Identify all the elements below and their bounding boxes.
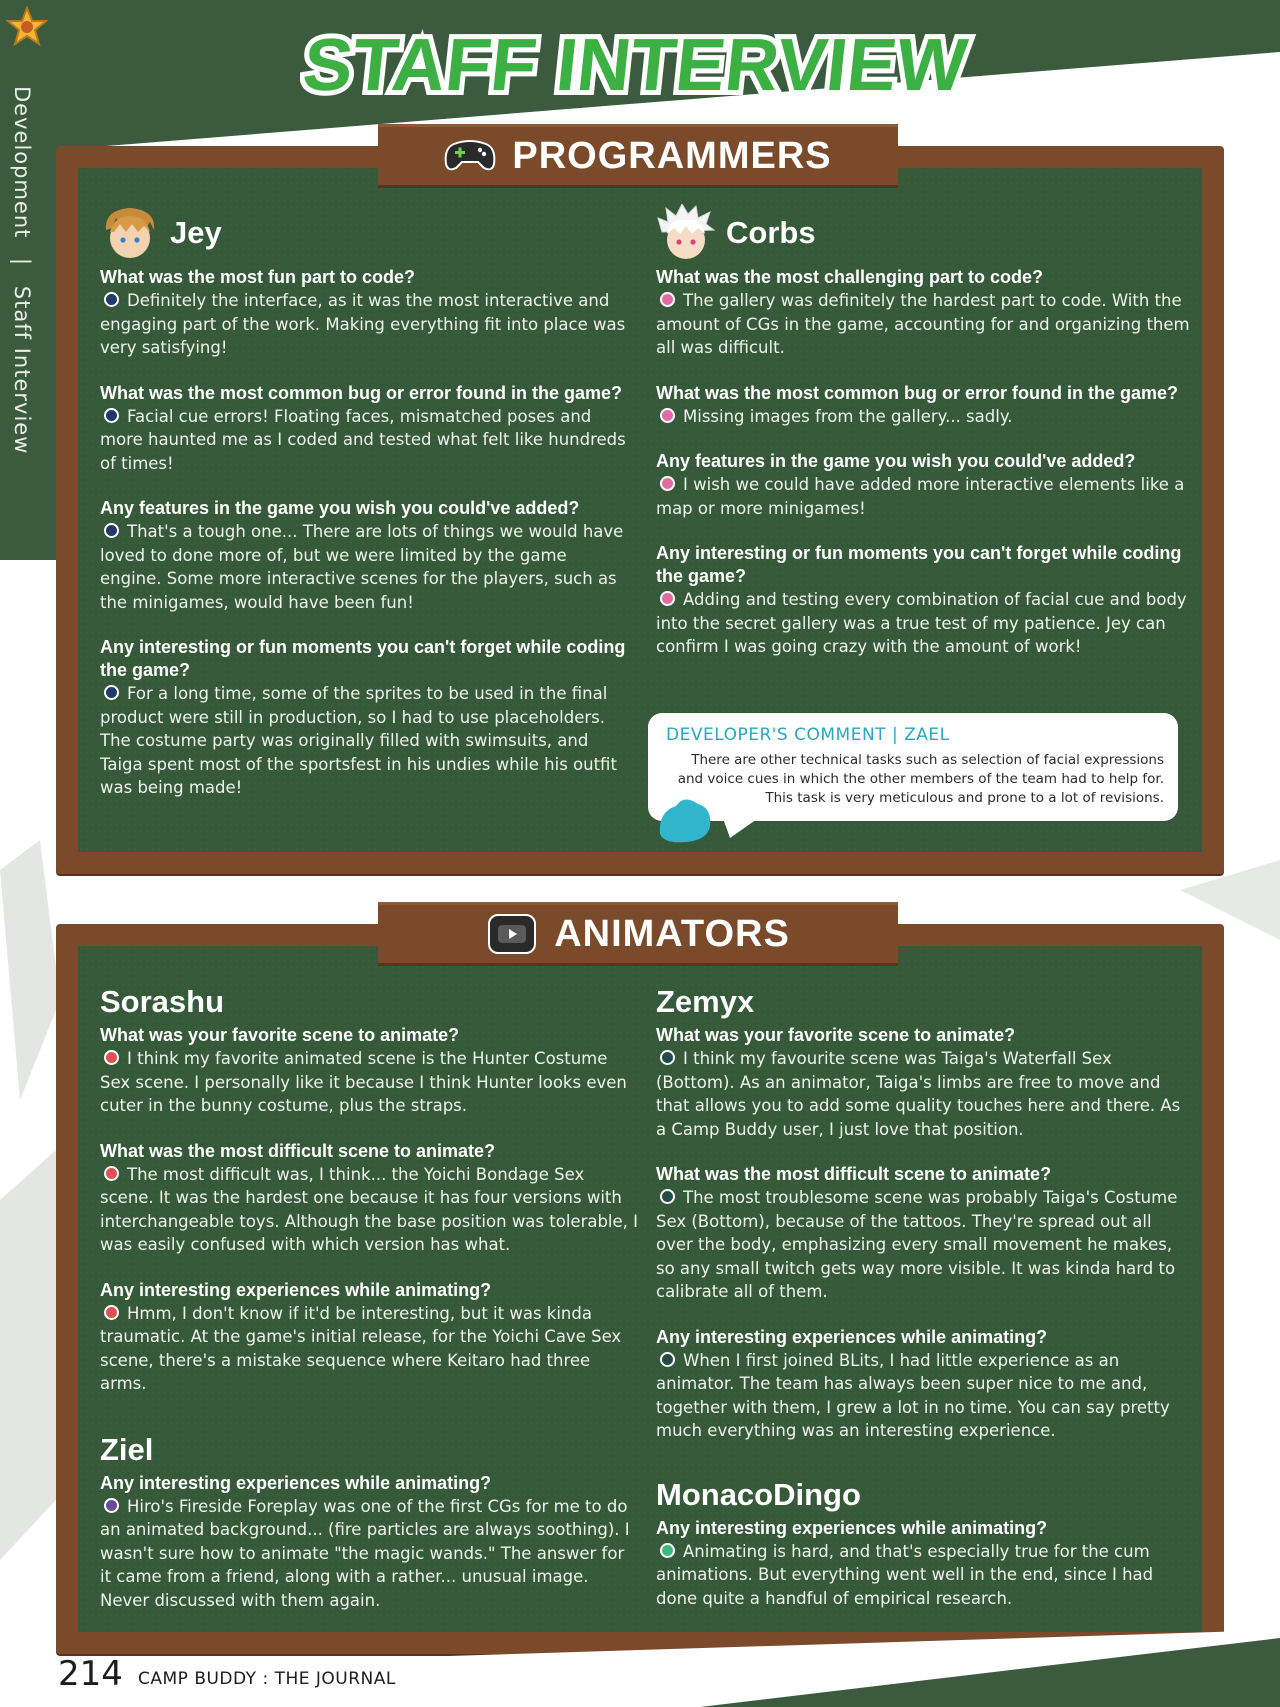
answer — [100, 1495, 640, 1613]
bullet-icon — [660, 1189, 675, 1204]
qa-block — [656, 1163, 1192, 1304]
bubble-tail-and-avatar — [650, 790, 810, 846]
answer — [100, 405, 630, 476]
answer-text: Adding and testing every combination of facial cue and body into the secret gallery was a true test of my patience. Jey can confirm I was going crazy with the amount of work! — [656, 590, 1187, 656]
star-badge-icon — [6, 6, 48, 48]
answer — [656, 289, 1192, 360]
bullet-icon — [104, 292, 119, 307]
qa-block — [656, 266, 1192, 360]
answer-text: Facial cue errors! Floating faces, mismatched poses and more haunted me as I coded and tested what felt like hundreds of times! — [100, 406, 626, 473]
jey-heading — [100, 204, 630, 262]
answer — [656, 1349, 1192, 1443]
answer — [656, 1540, 1192, 1611]
answer-text: The most troublesome scene was probably Taiga's Costume Sex (Bottom), because of the tattoos. They're spread out all over the body, emphasizing every small movement he makes, so any small twitch gets way more visible. It was kinda hard to calibrate all of them. — [656, 1188, 1178, 1301]
qa-block — [656, 1024, 1192, 1141]
answer-text: For a long time, some of the sprites to be used in the final product were still in production, so I had to use placeholders. The costume party was originally filled with swimsuits, and Taiga spent most of the sportsfest in his undies while his outfit was being made! — [100, 684, 617, 797]
programmers-header — [378, 124, 898, 188]
sidebar-separator: | — [10, 258, 34, 267]
page-number: 214 — [58, 1654, 123, 1694]
developer-comment-text: There are other technical tasks such as selection of facial expressions and voice cues in which the other members of the team had to help for. This task is very meticulous and prone to a lot of revisions. — [677, 752, 1164, 806]
answer-text: Hiro's Fireside Foreplay was one of the first CGs for me to do an animated background... (fire particles are always soothing). I wasn't sure how to animate "the magic wands." The answer for it came from a friend, along with a rather... unusual image. Never discussed with them again. — [100, 1496, 630, 1610]
answer-text: When I first joined BLits, I had little experience as an animator. The team has always been super nice to me and, together with them, I grew a lot in no time. You can say pretty much everything was an interesting experience. — [656, 1350, 1170, 1440]
question: Any interesting experiences while animating? — [656, 1517, 1048, 1538]
question: Any interesting experiences while animating? — [656, 1326, 1048, 1347]
question: What was the most common bug or error found in the game? — [656, 382, 1179, 403]
question: Any features in the game you wish you could've added? — [100, 498, 580, 518]
question: What was the most common bug or error found in the game? — [100, 382, 623, 403]
answer — [656, 1047, 1192, 1141]
programmers-header-label: PROGRAMMERS — [512, 134, 832, 177]
bullet-icon — [660, 476, 675, 491]
question: What was your favorite scene to animate? — [100, 1025, 460, 1045]
corbs-column — [656, 204, 1192, 681]
bullet-icon — [104, 1050, 119, 1065]
bullet-icon — [104, 1498, 119, 1513]
question: What was the most fun part to code? — [100, 267, 416, 287]
corbs-avatar — [656, 204, 716, 262]
qa-block — [100, 1140, 640, 1257]
qa-block — [656, 1326, 1192, 1443]
zemyx-heading — [656, 984, 1192, 1020]
answer — [656, 405, 1192, 429]
qa-block — [100, 266, 630, 360]
answer-text: I think my favorite animated scene is the Hunter Costume Sex scene. I personally like it because I think Hunter looks even cuter in the bunny costume, plus the straps. — [100, 1049, 627, 1115]
page-title-text: STAFF INTERVIEW — [300, 23, 972, 106]
qa-block — [656, 542, 1192, 659]
qa-block — [656, 1517, 1192, 1611]
bullet-icon — [104, 523, 119, 538]
qa-block — [100, 1472, 640, 1613]
animators-header-label: ANIMATORS — [554, 912, 790, 955]
answer — [100, 289, 630, 360]
question: Any features in the game you wish you could've added? — [656, 451, 1136, 471]
developer-comment-title: DEVELOPER'S COMMENT | ZAEL — [666, 725, 950, 745]
answer-text: Definitely the interface, as it was the most interactive and engaging part of the work. Making everything fit into place was very satisfying! — [100, 291, 626, 357]
answer-text: Animating is hard, and that's especially true for the cum animations. But everything went well in the end, since I had done quite a handful of empirical research. — [656, 1541, 1154, 1608]
question: What was the most difficult scene to animate? — [100, 1140, 496, 1161]
sidebar-label — [10, 86, 34, 454]
corbs-name: Corbs — [726, 215, 816, 250]
answer — [100, 682, 630, 800]
answer — [656, 473, 1192, 520]
answer — [100, 520, 630, 614]
question: Any interesting experiences while animating? — [100, 1279, 492, 1300]
qa-block — [100, 636, 630, 800]
answer-text: Hmm, I don't know if it'd be interesting, but it was kinda traumatic. At the game's initial release, for the Yoichi Cave Sex scene, there's a mistake sequence where Keitaro had three arms. — [100, 1303, 622, 1393]
question: Any interesting or fun moments you can't forget while coding the game? — [656, 543, 1182, 586]
answer-text: I think my favourite scene was Taiga's Waterfall Sex (Bottom). As an animator, Taiga's limbs are free to move and that allows you to add some quality touches here and there. As a Camp Buddy user, I just love that position. — [656, 1049, 1181, 1139]
qa-block — [100, 1024, 640, 1118]
sorashu-name: Sorashu — [100, 984, 225, 1019]
qa-block — [656, 450, 1192, 520]
gamepad-icon — [444, 138, 496, 174]
qa-block — [656, 382, 1192, 429]
ziel-name: Ziel — [100, 1431, 154, 1467]
animators-header — [378, 902, 898, 966]
bullet-icon — [660, 591, 675, 606]
bullet-icon — [104, 1166, 119, 1181]
answer — [100, 1302, 640, 1396]
answer-text: Missing images from the gallery... sadly. — [683, 406, 1013, 426]
bullet-icon — [660, 1352, 675, 1367]
bullet-icon — [660, 408, 675, 423]
page-title — [300, 18, 980, 108]
monacodingo-name: MonacoDingo — [656, 1476, 861, 1512]
answer-text: The most difficult was, I think... the Yoichi Bondage Sex scene. It was the hardest one because it has four versions with interchangeable toys. Although the base position was tolerable, I was easily confused with which version has what. — [100, 1164, 639, 1254]
bullet-icon — [104, 1305, 119, 1320]
qa-block — [100, 382, 630, 476]
ziel-heading — [100, 1432, 640, 1468]
answer — [100, 1163, 640, 1257]
corbs-heading — [656, 204, 1192, 262]
bullet-icon — [104, 685, 119, 700]
bullet-icon — [660, 1543, 675, 1558]
monacodingo-heading — [656, 1477, 1192, 1513]
question: What was the most challenging part to code? — [656, 267, 1044, 287]
journal-name: CAMP BUDDY : THE JOURNAL — [138, 1669, 396, 1689]
answer-text: The gallery was definitely the hardest part to code. With the amount of CGs in the game, accounting for and organizing them all was difficult. — [656, 291, 1190, 357]
question: Any interesting experiences while animating? — [100, 1472, 492, 1493]
answer — [656, 588, 1192, 659]
answer-text: That's a tough one... There are lots of things we would have loved to done more of, but we were limited by the game engine. Some more interactive scenes for the players, such as the minigames, would have been fun! — [100, 522, 624, 612]
jey-name: Jey — [170, 215, 222, 250]
zemyx-name: Zemyx — [656, 984, 755, 1019]
footer-band — [0, 1610, 1280, 1707]
answer — [100, 1047, 640, 1118]
question: What was your favorite scene to animate? — [656, 1025, 1016, 1045]
qa-block — [100, 1279, 640, 1396]
jey-column — [100, 204, 630, 822]
sidebar-subsection: Staff Interview — [10, 285, 34, 455]
sorashu-column — [100, 984, 640, 1634]
video-camera-icon — [486, 911, 538, 957]
question: What was the most difficult scene to animate? — [656, 1164, 1052, 1184]
jey-avatar — [100, 204, 160, 262]
sidebar-section: Development — [10, 86, 34, 239]
bullet-icon — [660, 1050, 675, 1065]
bullet-icon — [104, 408, 119, 423]
answer — [656, 1186, 1192, 1304]
question: Any interesting or fun moments you can't forget while coding the game? — [100, 637, 626, 680]
zemyx-column — [656, 984, 1192, 1632]
qa-block — [100, 497, 630, 614]
answer-text: I wish we could have added more interactive elements like a map or more minigames! — [656, 475, 1185, 518]
sorashu-heading — [100, 984, 640, 1020]
bullet-icon — [660, 292, 675, 307]
